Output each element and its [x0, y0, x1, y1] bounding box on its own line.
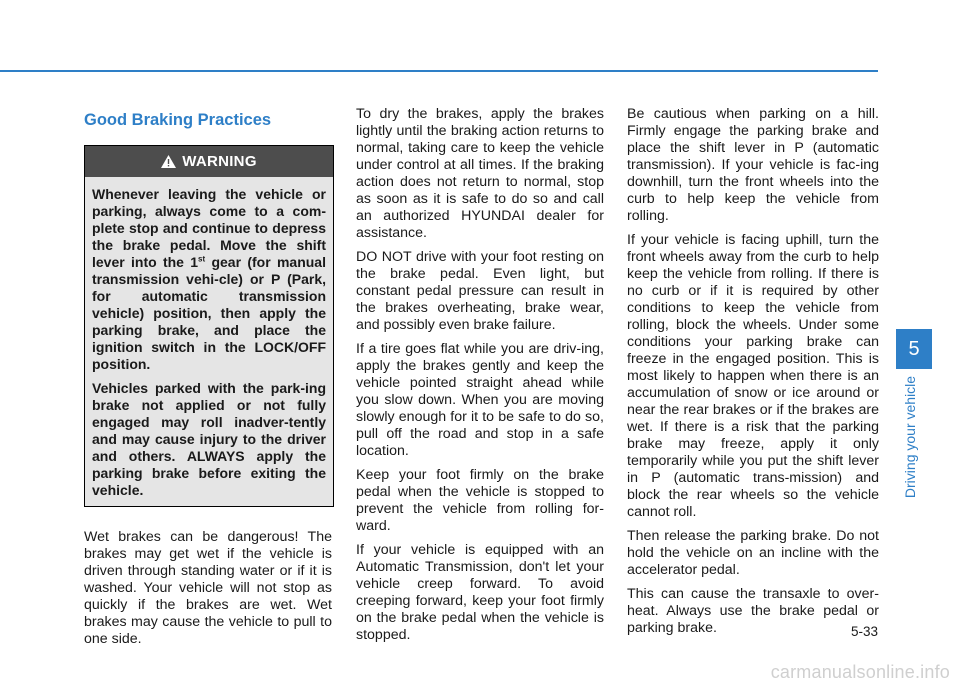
warning-box — [84, 145, 334, 507]
column-3 — [627, 106, 879, 644]
paragraph-flat-tire: If a tire goes flat while you are driv-ing, apply the brakes gently and keep the vehicle pointed straight ahead while you slow down. When you are moving slowly enough for it to be safe to do so, pull off the road and stop in a safe location. — [356, 341, 604, 459]
watermark: carmanualsonline.info — [770, 662, 950, 682]
warning-header — [85, 146, 333, 177]
warning-text-b: gear (for manual transmission vehi-cle) or P (Park, for automatic transmission vehicle) position, then apply the parking brake, and place the ignition switch in the LOCK/OFF position. — [92, 254, 326, 372]
warning-paragraph-2: Vehicles parked with the park-ing brake not applied or not fully engaged may roll inadver-tently and may cause injury to the driver and others. ALWAYS apply the parking brake before exiting the vehicle. — [92, 380, 326, 498]
paragraph-foot-resting: DO NOT drive with your foot resting on the brake pedal. Even light, but constant pedal pressure can result in the brakes overheating, brake wear, and possibly even brake failure. — [356, 249, 604, 333]
ordinal-superscript: st — [198, 254, 206, 264]
paragraph-automatic-creep: If your vehicle is equipped with an Automatic Transmission, don't let your vehicle creep forward. To avoid creeping forward, keep your foot firmly on the brake pedal when the vehicle is stopped. — [356, 542, 604, 643]
column-1 — [84, 106, 332, 655]
chapter-title-text: Driving your vehicle — [902, 375, 919, 499]
paragraph-foot-firmly: Keep your foot firmly on the brake pedal when the vehicle is stopped to prevent the vehicle from rolling for-ward. — [356, 467, 604, 534]
warning-text-a: Whenever leaving the vehicle or parking, always come to a com-plete stop and continue to depress the brake pedal. Move the shift lever into the 1 — [92, 186, 326, 270]
chapter-title — [880, 372, 940, 502]
section-heading: Good Braking Practices — [84, 111, 272, 129]
paragraph-hill-parking: Be cautious when parking on a hill. Firmly engage the parking brake and place the shift lever in P (automatic transmission). If your vehicle is fac-ing downhill, turn the front wheels into the curb to help keep the vehicle from rolling. — [627, 106, 879, 224]
warning-triangle-icon — [161, 155, 176, 168]
paragraph-wet-brakes: Wet brakes can be dangerous! The brakes may get wet if the vehicle is driven through standing water or if it is washed. Your vehicle will not stop as quickly if the brakes are wet. Wet brakes may cause the vehicle to pull to one side. — [84, 529, 332, 647]
paragraph-dry-brakes: To dry the brakes, apply the brakes lightly until the braking action returns to normal, taking care to keep the vehicle under control at all times. If the braking action does not return to normal, stop as soon as it is safe to do so and call an authorized HYUNDAI dealer for assistance. — [356, 106, 604, 241]
warning-body — [85, 177, 333, 506]
column-2 — [356, 106, 604, 651]
paragraph-release-brake: Then release the parking brake. Do not hold the vehicle on an incline with the accelerator pedal. — [627, 528, 879, 578]
warning-title: WARNING — [182, 153, 257, 170]
chapter-number-tab: 5 — [896, 329, 932, 369]
paragraph-uphill: If your vehicle is facing uphill, turn the front wheels away from the curb to help keep the vehicle from rolling. If there is no curb or if it is required by other conditions to keep the vehicle from rolling, block the wheels. Under some conditions your parking brake can freeze in the engaged position. This is most likely to happen when there is an accumulation of snow or ice around or near the rear brakes or if the brakes are wet. If there is a risk that the parking brake may freeze, apply it only temporarily while you put the shift lever in P (automatic trans-mission) and block the rear wheels so the vehicle cannot roll. — [627, 232, 879, 520]
page-number: 5-33 — [850, 624, 878, 639]
top-rule — [0, 70, 878, 72]
paragraph-overheat: This can cause the transaxle to over-heat. Always use the brake pedal or parking brake. — [627, 586, 879, 636]
warning-paragraph-1 — [92, 186, 326, 373]
